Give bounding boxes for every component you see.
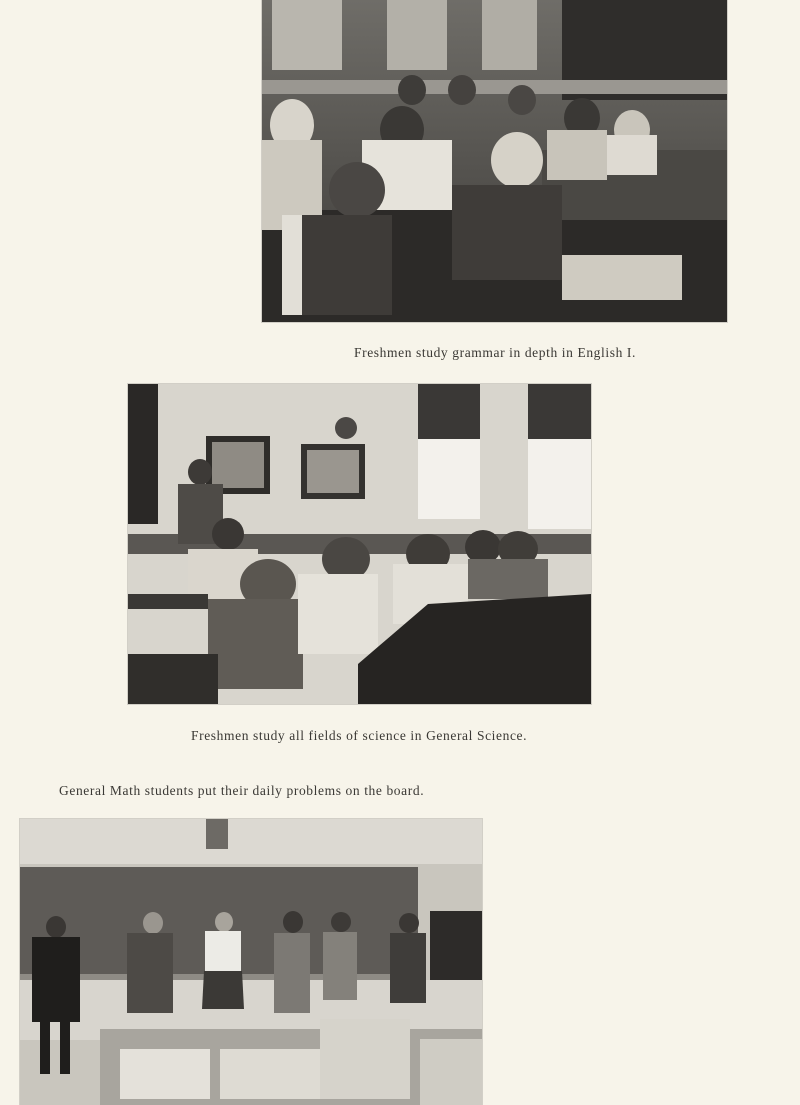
math-class-photo	[20, 819, 482, 1105]
science-class-caption: Freshmen study all fields of science in General Science.	[191, 728, 528, 743]
math-class-caption: General Math students put their daily problems on the board.	[59, 783, 425, 798]
english-class-photo	[262, 0, 727, 322]
science-class-photo	[128, 384, 591, 704]
english-class-caption: Freshmen study grammar in depth in English I.	[354, 345, 636, 360]
